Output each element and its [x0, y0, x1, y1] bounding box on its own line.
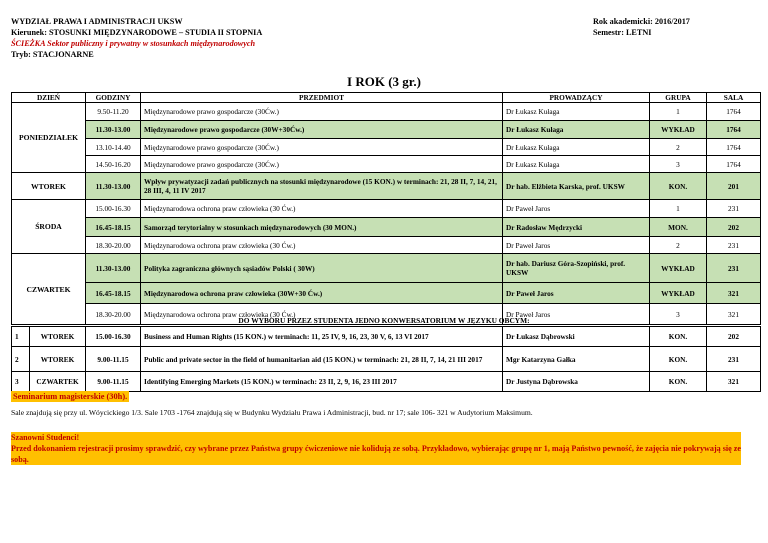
- teacher-cell: Dr Paweł Jaros: [503, 200, 650, 218]
- teacher-cell: Dr Łukasz Kułaga: [503, 103, 650, 121]
- hours-cell: 11.30-13.00: [86, 254, 141, 283]
- table-row: [12, 372, 761, 392]
- day-wednesday: ŚRODA: [12, 200, 86, 254]
- room-cell: 321: [707, 304, 761, 325]
- hours-cell: 15.00-16.30: [86, 200, 141, 218]
- academic-year: Rok akademicki: 2016/2017: [593, 17, 690, 26]
- group-cell: 3: [650, 304, 707, 325]
- teacher-cell: Dr hab. Dariusz Góra-Szopiński, prof. UKSW: [503, 254, 650, 283]
- hours-cell: 18.30-20.00: [86, 237, 141, 254]
- table-row: [12, 173, 761, 200]
- schedule-table: [11, 92, 761, 325]
- subject-cell: Międzynarodowa ochrona praw człowieka (30 Ćw.): [141, 237, 503, 254]
- hours-cell: 9.50-11.20: [86, 103, 141, 121]
- group-cell: KON.: [650, 173, 707, 200]
- row-number: 1: [12, 327, 30, 347]
- table-header-row: [12, 93, 761, 103]
- room-cell: 201: [707, 173, 761, 200]
- conversation-title: DO WYBORU PRZEZ STUDENTA JEDNO KONWERSATORIUM W JĘZYKU OBCYM:: [238, 316, 530, 325]
- day-cell: WTOREK: [30, 327, 86, 347]
- table-row: [12, 200, 761, 218]
- subject-cell: Polityka zagraniczna głównych sąsiadów Polski ( 30W): [141, 254, 503, 283]
- hours-cell: 9.00-11.15: [86, 372, 141, 392]
- conversation-table: [11, 326, 761, 392]
- teacher-cell: Dr Łukasz Kułaga: [503, 121, 650, 139]
- row-number: 3: [12, 372, 30, 392]
- header-subject: PRZEDMIOT: [141, 93, 503, 103]
- teacher-cell: Dr Paweł Jaros: [503, 283, 650, 304]
- faculty-header: [11, 16, 262, 60]
- room-cell: 202: [707, 218, 761, 237]
- room-cell: 1764: [707, 139, 761, 156]
- subject-cell: Międzynarodowe prawo gospodarcze (30W+30Ćw.): [141, 121, 503, 139]
- semester-info: [593, 16, 690, 38]
- teacher-cell: Dr Radosław Mędrzycki: [503, 218, 650, 237]
- room-cell: 1764: [707, 121, 761, 139]
- subject-cell: Public and private sector in the field of humanitarian aid (15 KON.) w terminach: 21, 28 II, 7, 14, 21 III 2017: [141, 347, 503, 372]
- teacher-cell: Dr Paweł Jaros: [503, 237, 650, 254]
- subject-cell: Międzynarodowe prawo gospodarcze (30Ćw.): [141, 139, 503, 156]
- day-tuesday: WTOREK: [12, 173, 86, 200]
- students-notice: [11, 432, 741, 465]
- room-cell: 321: [707, 283, 761, 304]
- header-day: DZIEŃ: [12, 93, 86, 103]
- group-cell: WYKŁAD: [650, 121, 707, 139]
- table-row: [12, 254, 761, 283]
- teacher-cell: Mgr Katarzyna Gałka: [503, 347, 650, 372]
- group-cell: 1: [650, 103, 707, 121]
- room-cell: 231: [707, 347, 761, 372]
- hours-cell: 16.45-18.15: [86, 283, 141, 304]
- subject-cell: Identifying Emerging Markets (15 KON.) w terminach: 23 II, 2, 9, 16, 23 III 2017: [141, 372, 503, 392]
- hours-cell: 16.45-18.15: [86, 218, 141, 237]
- room-cell: 1764: [707, 156, 761, 173]
- day-monday: PONIEDZIAŁEK: [12, 103, 86, 173]
- table-row: [12, 347, 761, 372]
- table-row: [12, 103, 761, 121]
- room-cell: 321: [707, 372, 761, 392]
- subject-cell: Międzynarodowe prawo gospodarcze (30Ćw.): [141, 156, 503, 173]
- subject-cell: Międzynarodowa ochrona praw człowieka (30 Ćw.): [141, 200, 503, 218]
- teacher-cell: Dr Łukasz Kułaga: [503, 156, 650, 173]
- hours-cell: 11.30-13.00: [86, 173, 141, 200]
- group-cell: WYKŁAD: [650, 283, 707, 304]
- room-cell: 231: [707, 237, 761, 254]
- group-cell: KON.: [650, 372, 707, 392]
- header-room: SALA: [707, 93, 761, 103]
- study-path: ŚCIEŻKA Sektor publiczny i prywatny w stosunkach międzynarodowych: [11, 39, 256, 48]
- subject-cell: Wpływ prywatyzacji zadań publicznych na stosunki międzynarodowe (15 KON.) w terminach: 21, 28 II, 7, 14, 21, 28 III, 4, 11 IV 2017: [141, 173, 503, 200]
- day-cell: CZWARTEK: [30, 372, 86, 392]
- subject-cell: Międzynarodowe prawo gospodarcze (30Ćw.): [141, 103, 503, 121]
- room-cell: 231: [707, 254, 761, 283]
- subject-cell: Międzynarodowa ochrona praw człowieka (30W+30 Ćw.): [141, 283, 503, 304]
- subject-cell: Samorząd terytorialny w stosunkach międzynarodowych (30 MON.): [141, 218, 503, 237]
- group-cell: 1: [650, 200, 707, 218]
- room-cell: 1764: [707, 103, 761, 121]
- hours-cell: 18.30-20.00: [86, 304, 141, 325]
- teacher-cell: Dr Paweł Jaros: [503, 304, 650, 325]
- rooms-note: Sale znajdują się przy ul. Wóycickiego 1/3. Sale 1703 -1764 znajdują się w Budynku Wydziału Prawa i Administracji, bud. nr 17; sale 106- 321 w Audytorium Maksimum.: [11, 408, 533, 417]
- table-row: [12, 327, 761, 347]
- teacher-cell: Dr Justyna Dąbrowska: [503, 372, 650, 392]
- group-cell: 3: [650, 156, 707, 173]
- room-cell: 202: [707, 327, 761, 347]
- table-row: [12, 283, 761, 304]
- teacher-cell: Dr hab. Elżbieta Karska, prof. UKSW: [503, 173, 650, 200]
- teacher-cell: Dr Łukasz Dąbrowski: [503, 327, 650, 347]
- header-hours: GODZINY: [86, 93, 141, 103]
- table-row: [12, 156, 761, 173]
- hours-cell: 13.10-14.40: [86, 139, 141, 156]
- faculty-name: WYDZIAŁ PRAWA I ADMINISTRACJI UKSW: [11, 17, 183, 26]
- group-cell: MON.: [650, 218, 707, 237]
- header-teacher: PROWADZĄCY: [503, 93, 650, 103]
- notice-greeting: Szanowni Studenci!: [11, 433, 80, 442]
- hours-cell: 15.00-16.30: [86, 327, 141, 347]
- seminar-note: Seminarium magisterskie (30h).: [13, 392, 128, 401]
- page-title: I ROK (3 gr.): [347, 74, 421, 89]
- day-thursday: CZWARTEK: [12, 254, 86, 325]
- day-cell: WTOREK: [30, 347, 86, 372]
- group-cell: KON.: [650, 347, 707, 372]
- table-row: [12, 218, 761, 237]
- hours-cell: 14.50-16.20: [86, 156, 141, 173]
- group-cell: 2: [650, 237, 707, 254]
- subject-cell: Międzynarodowa ochrona praw człowieka (30 Ćw.): [141, 304, 503, 325]
- row-number: 2: [12, 347, 30, 372]
- field-of-study: Kierunek: STOSUNKI MIĘDZYNARODOWE – STUDIA II STOPNIA: [11, 28, 263, 37]
- teacher-cell: Dr Łukasz Kułaga: [503, 139, 650, 156]
- table-row: [12, 237, 761, 254]
- hours-cell: 9.00-11.15: [86, 347, 141, 372]
- semester: Semestr: LETNI: [593, 28, 652, 37]
- table-row: [12, 139, 761, 156]
- table-row: [12, 121, 761, 139]
- notice-text: Przed dokonaniem rejestracji prosimy sprawdzić, czy wybrane przez Państwa grupy ćwiczeniowe nie kolidują ze sobą. Przykładowo, wybierając grupę nr 1, mają Państwo pewność, że zajęcia nie pokrywają się ze sobą.: [11, 444, 741, 464]
- group-cell: KON.: [650, 327, 707, 347]
- header-group: GRUPA: [650, 93, 707, 103]
- group-cell: 2: [650, 139, 707, 156]
- room-cell: 231: [707, 200, 761, 218]
- group-cell: WYKŁAD: [650, 254, 707, 283]
- subject-cell: Business and Human Rights (15 KON.) w terminach: 11, 25 IV, 9, 16, 23, 30 V, 6, 13 VI 2017: [141, 327, 503, 347]
- study-mode: Tryb: STACJONARNE: [11, 50, 94, 59]
- hours-cell: 11.30-13.00: [86, 121, 141, 139]
